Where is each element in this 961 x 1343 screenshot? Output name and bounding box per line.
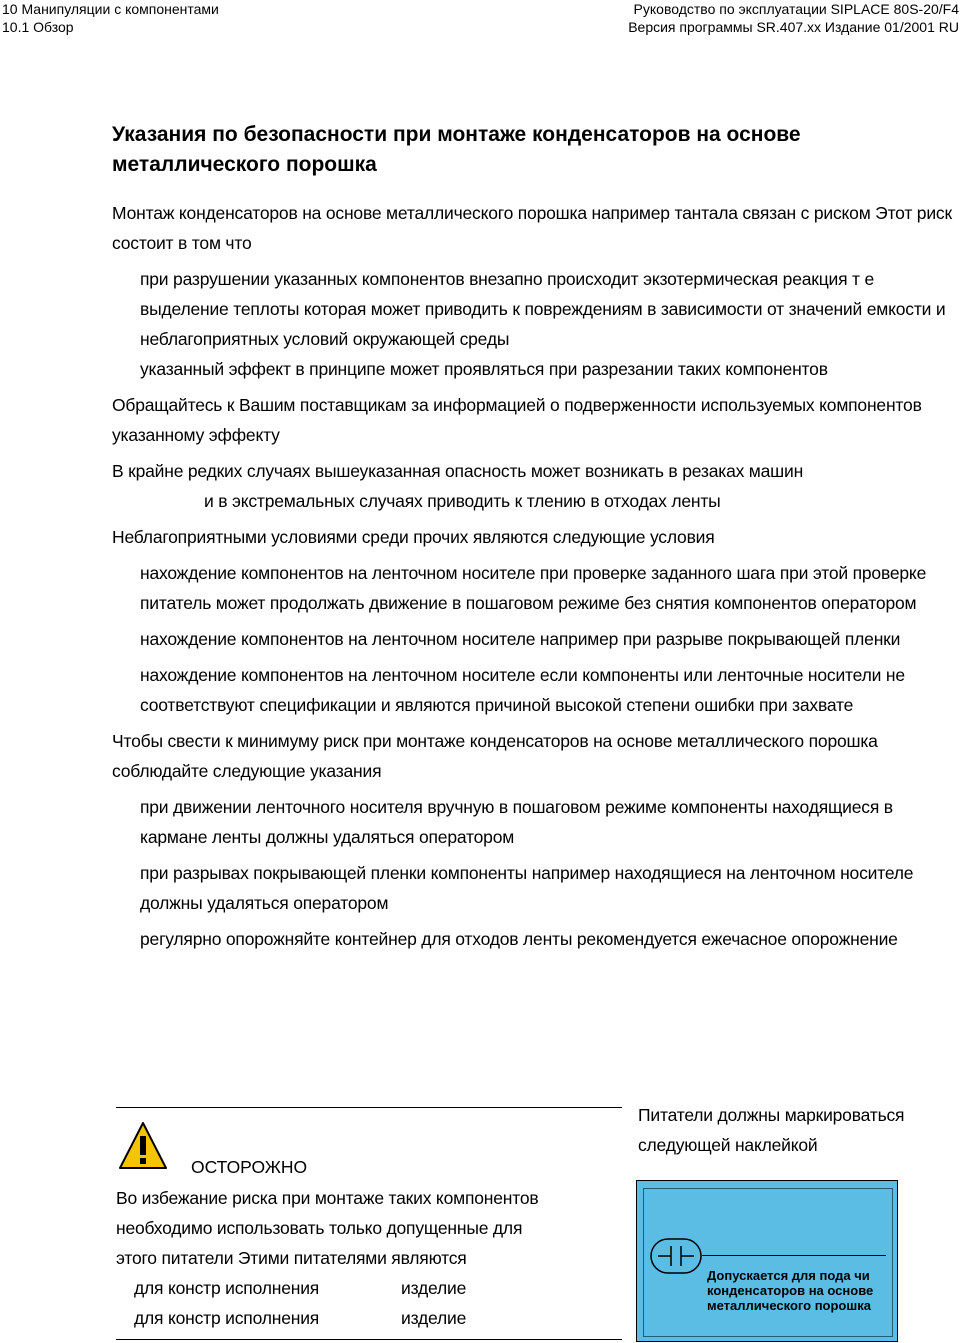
feeder-marking-note: Питатели должны маркироваться следующей наклейкой bbox=[638, 1105, 905, 1155]
paragraph-conditions: Неблагоприятными условиями среди прочих являются следующие условия bbox=[112, 527, 715, 547]
version-row-product: изделие bbox=[401, 1278, 467, 1298]
rare-cases-line-1: В крайне редких случаях вышеуказанная опасность может возникать в резаках машин bbox=[112, 461, 804, 481]
sticker-inner-frame bbox=[643, 1188, 893, 1337]
list-item-tip-2: при разрывах покрывающей пленки компоненты например находящиеся на ленточном носителе должны удаляться оператором bbox=[140, 863, 914, 913]
list-item-condition-1: нахождение компонентов на ленточном носителе при проверке заданного шага при этой проверке питатель может продолжать движение в пошаговом режиме без снятия компонентов оператором bbox=[140, 563, 927, 613]
caution-label: ОСТОРОЖНО bbox=[191, 1157, 308, 1177]
list-item-condition-2: нахождение компонентов на ленточном носителе например при разрыве покрывающей пленки bbox=[140, 629, 901, 649]
version-row-label: для констр исполнения bbox=[134, 1278, 320, 1298]
capacitor-symbol-icon bbox=[650, 1234, 702, 1278]
caution-line-1: Во избежание риска при монтаже таких компонентов bbox=[116, 1188, 539, 1208]
header-chapter: 10 Манипуляции с компонентами bbox=[2, 1, 219, 17]
sticker-text: Допускается для пода чи конденсаторов на основе металлического порошка bbox=[707, 1268, 874, 1313]
version-row-product: изделие bbox=[401, 1308, 467, 1328]
caution-text bbox=[116, 1183, 621, 1333]
rare-cases-line-2: и в экстремальных случаях приводить к тлению в отходах ленты bbox=[204, 491, 721, 511]
main-content bbox=[112, 198, 960, 960]
list-item-condition-3: нахождение компонентов на ленточном носителе если компоненты или ленточные носители не соответствуют спецификации и являются причиной высокой степени ошибки при захвате bbox=[140, 665, 905, 715]
version-row bbox=[116, 1273, 621, 1303]
header-left bbox=[2, 0, 219, 36]
caution-bottom-rule bbox=[116, 1339, 622, 1340]
list-item-tip-1: при движении ленточного носителя вручную в пошаговом режиме компоненты находящиеся в кармане ленты должны удаляться оператором bbox=[140, 797, 893, 847]
paragraph-minimize: Чтобы свести к минимуму риск при монтаже конденсаторов на основе металлического порошка соблюдайте следующие указания bbox=[112, 731, 878, 781]
paragraph-suppliers: Обращайтесь к Вашим поставщикам за информацией о подверженности используемых компонентов указанному эффекту bbox=[112, 395, 922, 445]
caution-line-3: этого питатели Этими питателями являются bbox=[116, 1248, 467, 1268]
page-title: Указания по безопасности при монтаже конденсаторов на основе металлического порошка bbox=[112, 123, 801, 176]
list-item-risk-1: при разрушении указанных компонентов внезапно происходит экзотермическая реакция т е выделение теплоты которая может приводить к повреждениям в зависимости от значений емкости и неблагоприятных условий окружающей среды bbox=[140, 269, 946, 349]
caution-top-rule bbox=[116, 1107, 622, 1108]
sticker-divider bbox=[702, 1255, 886, 1256]
list-item-risk-2: указанный эффект в принципе может проявляться при разрезании таких компонентов bbox=[140, 359, 828, 379]
header-right bbox=[628, 0, 959, 36]
header-section: 10.1 Обзор bbox=[2, 19, 74, 35]
caution-line-2: необходимо использовать только допущенные для bbox=[116, 1218, 523, 1238]
header-version: Версия программы SR.407.xx Издание 01/2001 RU bbox=[628, 19, 959, 35]
version-row-label: для констр исполнения bbox=[134, 1308, 320, 1328]
paragraph-intro: Монтаж конденсаторов на основе металлического порошка например тантала связан с риском Этот риск состоит в том что bbox=[112, 203, 952, 253]
warning-triangle-icon bbox=[118, 1121, 168, 1171]
header-manual-title: Руководство по эксплуатации SIPLACE 80S-20/F4 bbox=[633, 1, 959, 17]
paragraph-rare-cases bbox=[112, 456, 960, 516]
list-item-tip-3: регулярно опорожняйте контейнер для отходов ленты рекомендуется ежечасное опорожнение bbox=[140, 929, 898, 949]
version-row bbox=[116, 1303, 621, 1333]
sticker-label bbox=[636, 1180, 898, 1342]
